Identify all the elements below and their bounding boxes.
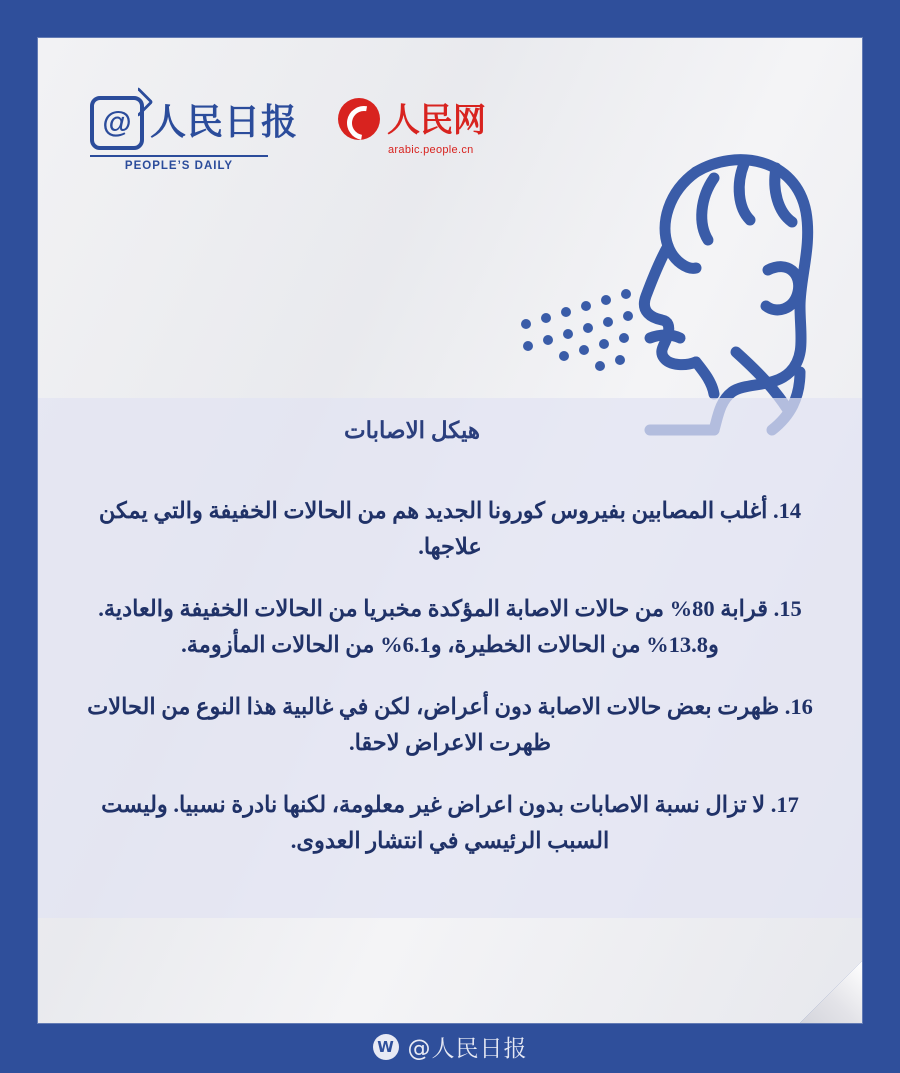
people-cn-logo (338, 98, 486, 156)
paragraph-16: 16. ظهرت بعض حالات الاصابة دون أعراض، لكن في غالبية هذا النوع من الحالات ظهرت الاعراض لاحقا. (87, 693, 813, 755)
peoples-daily-chinese-name: 人民日报 (150, 102, 299, 143)
people-cn-domain: arabic.people.cn (388, 144, 474, 156)
paragraph-list (38, 470, 862, 885)
peoples-daily-logo-row (90, 96, 298, 150)
paragraph-17: 17. لا تزال نسبة الاصابات بدون اعراض غير معلومة، لكنها نادرة نسبيا. وليست السبب الرئيسي في انتشار العدوى. (101, 791, 799, 853)
people-cn-swirl-icon (338, 98, 380, 140)
peoples-daily-logo (90, 96, 298, 172)
paragraph-15: 15. قرابة 80% من حالات الاصابة المؤكدة مخبريا من الحالات الخفيفة والعادية. و13.8% من الحالات الخطيرة، و6.1% من الحالات المأزومة. (98, 595, 802, 657)
footer-credit (0, 1030, 900, 1063)
logo-group (90, 96, 486, 172)
people-cn-chinese-name: 人民网 (387, 99, 487, 139)
at-sign-icon (90, 96, 144, 150)
at-symbol-text: @ (102, 106, 132, 139)
peoples-daily-english-name: PEOPLE’S DAILY (90, 155, 268, 172)
people-cn-logo-row (338, 98, 486, 140)
section-title: هيكل الاصابات (343, 418, 481, 443)
footer-handle: @人民日报 (407, 1036, 528, 1062)
paragraph-14: 14. أغلب المصابين بفيروس كورونا الجديد هم من الحالات الخفيفة والتي يمكن علاجها. (98, 497, 802, 559)
weibo-icon: W (373, 1034, 399, 1060)
